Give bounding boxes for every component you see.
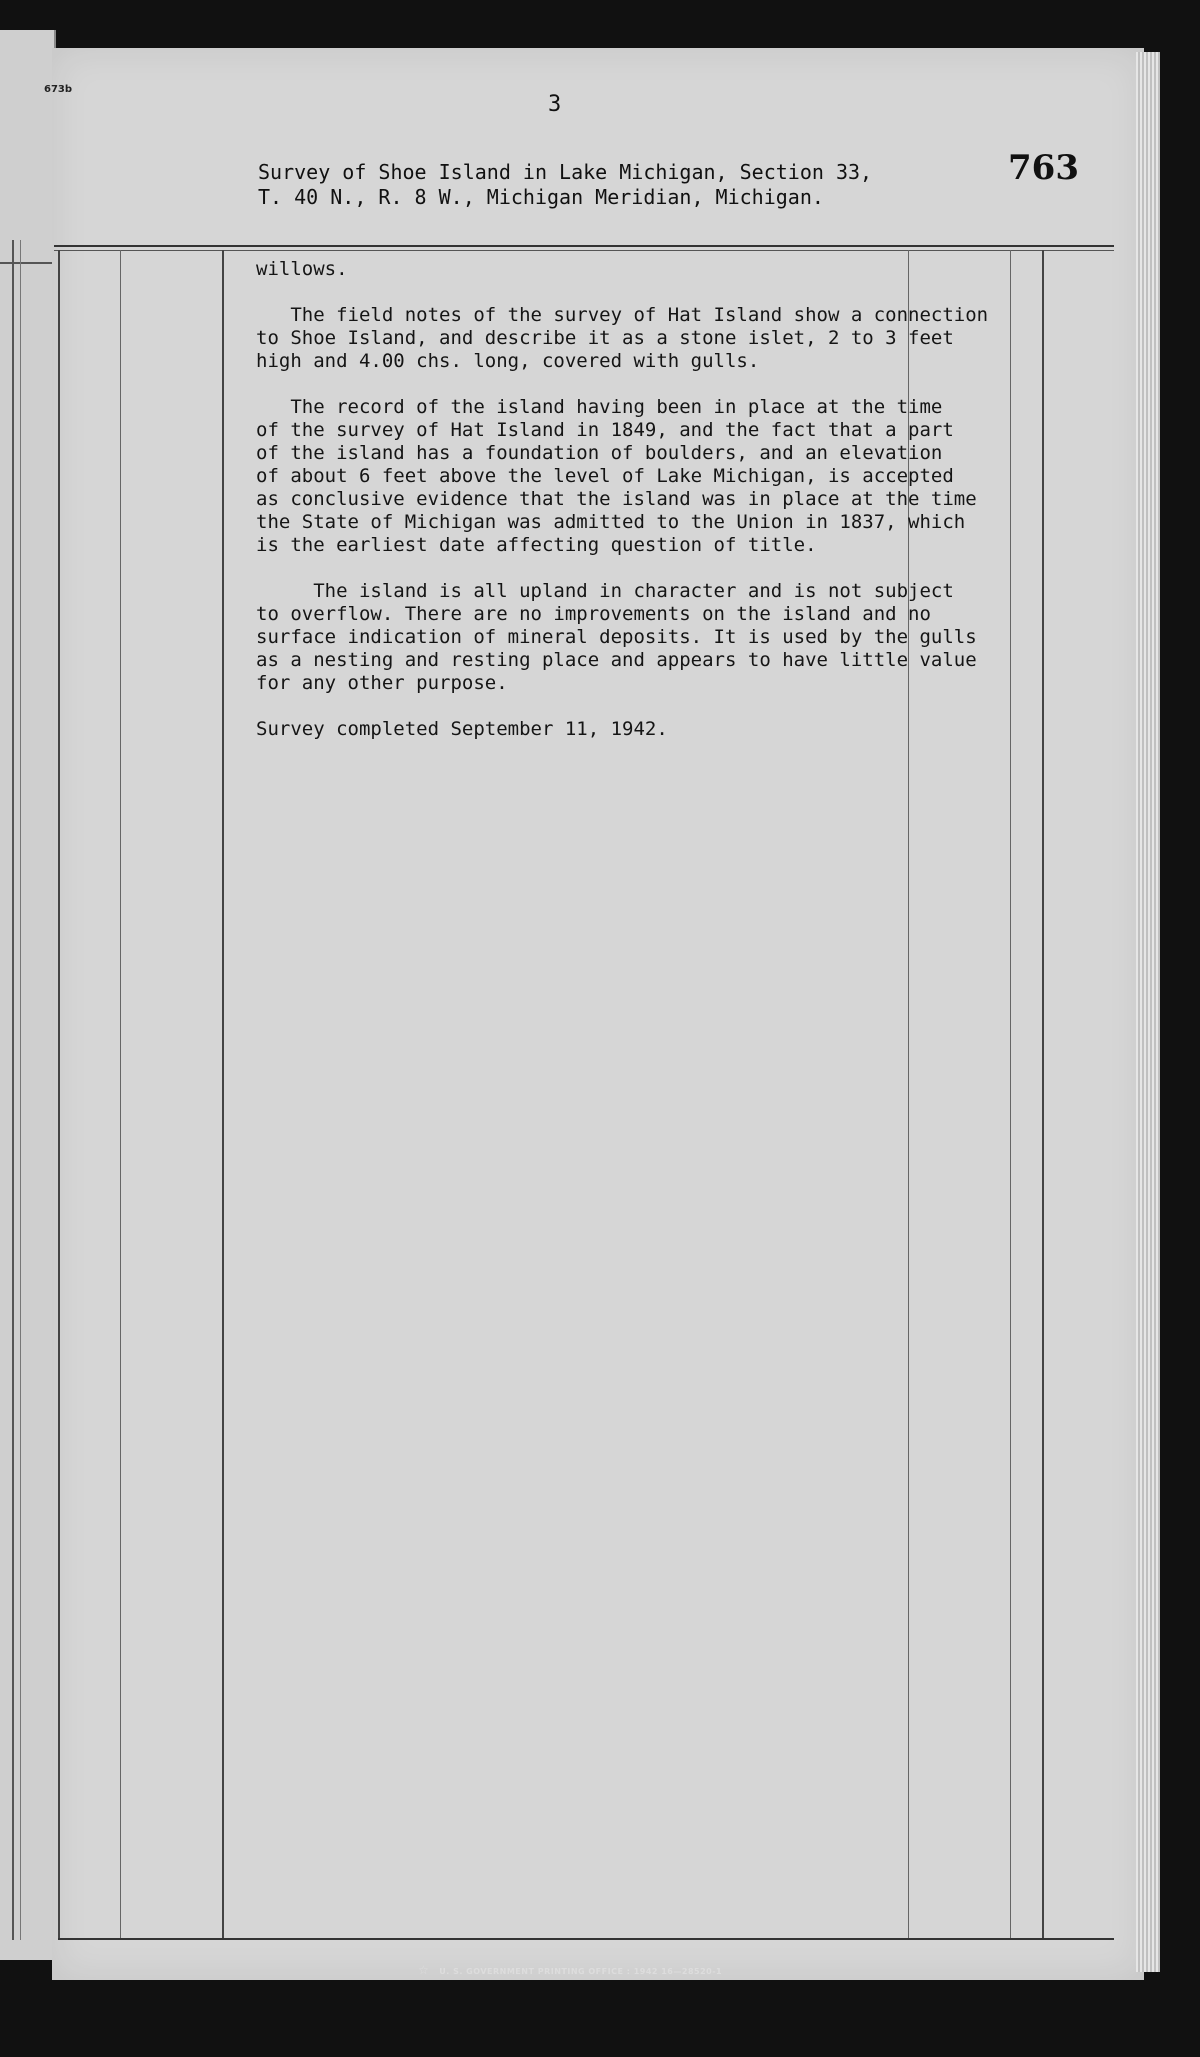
star-icon: ☆ xyxy=(418,1963,430,1977)
page-number: 3 xyxy=(548,92,562,117)
survey-completion-line: Survey completed September 11, 1942. xyxy=(256,718,668,740)
left-stamp: 673b xyxy=(44,84,73,95)
text-column-left-line xyxy=(222,250,224,1938)
imprint-text: U. S. GOVERNMENT PRINTING OFFICE : 1942 16—28520-1 xyxy=(439,1967,723,1976)
margin-line-outer xyxy=(58,250,60,1938)
document-heading xyxy=(258,160,872,210)
printing-office-imprint xyxy=(418,1963,722,1977)
left-margin-line-thin xyxy=(20,240,21,1940)
paragraph-character: The island is all upland in character and is not subject to overflow. There are no improvements on the island and no surface indication of mineral deposits. It is used by the gulls as a nesting and resting place and appears to have little value for any other purpose. xyxy=(256,580,977,694)
body-text xyxy=(256,258,1056,764)
page-stack-edge xyxy=(1136,52,1160,1972)
header-rule-thin xyxy=(54,250,1114,251)
heading-line-2: T. 40 N., R. 8 W., Michigan Meridian, Michigan. xyxy=(258,185,824,209)
footer-rule xyxy=(58,1938,1114,1940)
folio-number: 763 xyxy=(1008,148,1079,188)
paragraph-evidence: The record of the island having been in place at the time of the survey of Hat Island in 1849, and the fact that a part of the island has a foundation of boulders, and an elevation of about 6 feet above the level of Lake Michigan, is accepted as conclusive evidence that the island was in place at the time the State of Michigan was admitted to the Union in 1837, which is the earliest date affecting question of title. xyxy=(256,396,977,556)
paragraph-hat-island-notes: The field notes of the survey of Hat Island show a connection to Shoe Island, and describe it as a stone islet, 2 to 3 feet high and 4.00 chs. long, covered with gulls. xyxy=(256,304,989,372)
heading-line-1: Survey of Shoe Island in Lake Michigan, Section 33, xyxy=(258,160,873,184)
continuation-line: willows. xyxy=(256,258,348,280)
previous-page-edge xyxy=(0,30,56,1960)
left-rule xyxy=(0,262,54,264)
left-margin-line xyxy=(12,240,14,1940)
header-rule xyxy=(54,245,1114,247)
margin-line-inner xyxy=(120,250,121,1938)
